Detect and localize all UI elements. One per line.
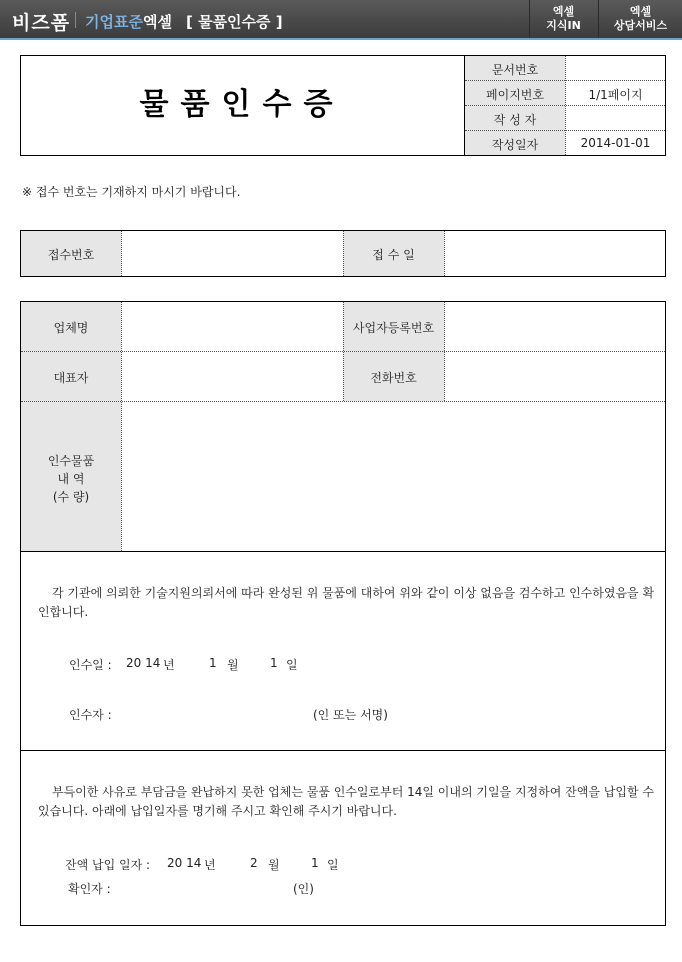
checker-label: 확인자 : (68, 882, 111, 896)
product-name (85, 11, 172, 32)
receipt-month[interactable]: 1 (209, 656, 217, 670)
excel-consult-service-line2: 상담서비스 (613, 19, 668, 32)
receiver-seal-label: (인 또는 서명) (313, 708, 388, 722)
meta-value-date[interactable]: 2014-01-01 (580, 136, 651, 150)
receipt-date-label: 접 수 일 (372, 248, 415, 262)
balance-month-unit: 월 (268, 858, 280, 872)
note-text: ※ 접수 번호는 기재하지 마시기 바랍니다. (22, 185, 241, 199)
brand-divider (75, 12, 76, 28)
receipt-number-label: 접수번호 (47, 248, 95, 262)
meta-label-page-number: 페이지번호 (486, 88, 544, 102)
receipt-date-label-text: 인수일 : (69, 658, 112, 672)
excel-knowledge-in-line2: 지식IN (546, 19, 581, 32)
meta-row-line (465, 105, 665, 106)
balance-year-unit: 년 (204, 858, 216, 872)
excel-knowledge-in-button[interactable] (529, 0, 597, 38)
top-bar-accent-line (0, 38, 682, 40)
received-items-label-line1: 인수물품 (47, 454, 95, 468)
meta-label-doc-number: 문서번호 (491, 63, 539, 77)
balance-day-unit: 일 (327, 858, 339, 872)
month-unit: 월 (227, 658, 239, 672)
receipt-day[interactable]: 1 (270, 656, 278, 670)
receiver-name-field[interactable] (122, 704, 307, 722)
balance-month[interactable]: 2 (250, 856, 258, 870)
balance-year[interactable]: 20 14 (167, 856, 202, 870)
balance-date-label: 잔액 납입 일자 : (65, 858, 151, 872)
phone-label: 전화번호 (370, 371, 417, 385)
receipt-date-line (69, 656, 112, 673)
excel-knowledge-in-line1: 엑셀 (552, 5, 575, 18)
confirmation-statement: 각 기관에 의뢰한 기술지원의뢰서에 따라 완성된 위 물품에 대하여 위와 같이 이상 없음을 검수하고 인수하였음을 확인합니다. (38, 586, 655, 619)
business-reg-number-label: 사업자등록번호 (352, 321, 435, 335)
product-name-part-b: 엑셀 (142, 13, 172, 31)
receipt-year[interactable]: 20 14 (126, 656, 161, 670)
checker-seal-label: (인) (293, 882, 314, 896)
receiver-label: 인수자 : (69, 708, 112, 722)
cell-divider (444, 231, 445, 276)
meta-label-author: 작 성 자 (493, 113, 537, 127)
section-divider (21, 750, 666, 751)
year-unit: 년 (163, 658, 175, 672)
phone-field[interactable] (445, 352, 665, 401)
received-items-field[interactable] (122, 402, 665, 550)
company-name-label: 업체명 (53, 321, 89, 335)
top-bar (0, 0, 682, 40)
day-unit: 일 (286, 658, 298, 672)
balance-day[interactable]: 1 (311, 856, 319, 870)
section-divider (21, 551, 666, 552)
cell-divider (121, 231, 122, 276)
meta-row-line (465, 80, 665, 81)
company-name-field[interactable] (122, 302, 343, 351)
received-items-label-line3: (수 량) (52, 490, 90, 504)
document-title: 물품인수증 (139, 87, 345, 122)
meta-label-date: 작성일자 (491, 138, 539, 152)
business-reg-number-field[interactable] (445, 302, 665, 351)
checker-name-field[interactable] (122, 878, 287, 896)
representative-field[interactable] (122, 352, 343, 401)
received-items-label (21, 452, 121, 506)
meta-value-page-number[interactable]: 1/1페이지 (588, 88, 643, 102)
received-items-label-line2: 내 역 (57, 472, 85, 486)
representative-label: 대표자 (53, 371, 89, 385)
balance-statement: 부득이한 사유로 부담금을 완납하지 못한 업체는 물품 인수일로부터 14일 이내의 기일을 지정하여 잔액을 납입할 수 있습니다. 아래에 납입일자를 명기해 주시고 확인해 주시기 바랍니다. (38, 785, 654, 818)
product-name-part-a: 기업표준 (85, 13, 143, 31)
meta-row-line (465, 130, 665, 131)
excel-consult-service-button[interactable] (598, 0, 682, 38)
company-label-column (21, 302, 121, 551)
brand-logo[interactable]: 비즈폼 (12, 12, 71, 34)
document-name: [ 물품인수증 ] (186, 13, 283, 31)
excel-consult-service-line1: 엑셀 (629, 5, 652, 18)
